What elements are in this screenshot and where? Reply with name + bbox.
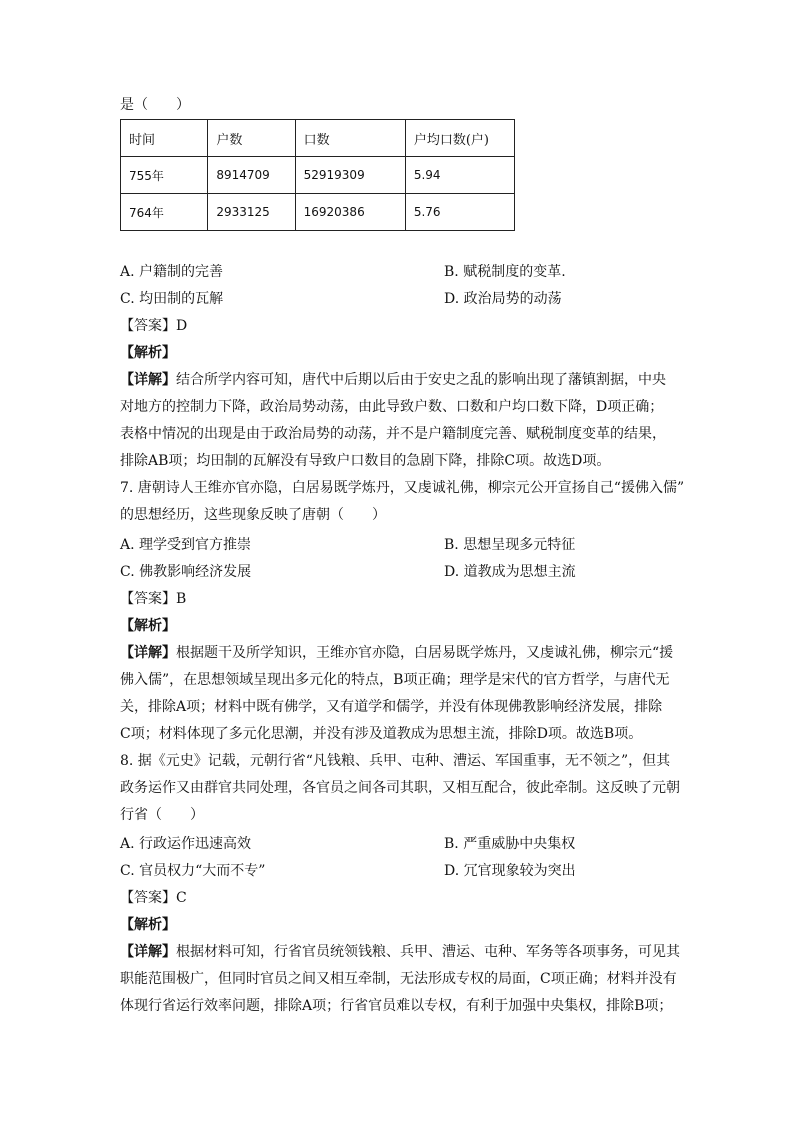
- table-header-cell: 户均口数(户): [405, 120, 514, 157]
- table-header-cell: 口数: [295, 120, 405, 157]
- q7-answer: 【答案】B: [120, 591, 187, 607]
- q7-detail-line: [120, 643, 673, 663]
- q8-stem-line: 行省（ ）: [120, 807, 204, 823]
- q6-detail-line: [120, 370, 666, 390]
- q6-analysis-label: 【解析】: [120, 345, 176, 361]
- q7-option-b: B. 思想呈现多元特征: [444, 537, 576, 553]
- q8-detail-label: 【详解】: [120, 944, 176, 960]
- q6-detail-line: 排除AB项；均田制的瓦解没有导致户口数目的急剧下降，排除C项。故选D项。: [120, 453, 611, 469]
- table-row: [121, 194, 515, 231]
- table-header-row: [121, 120, 515, 157]
- table-cell: 764年: [121, 194, 208, 231]
- q6-option-d: D. 政治局势的动荡: [444, 291, 562, 307]
- table-cell: 5.76: [405, 194, 514, 231]
- q6-detail-label: 【详解】: [120, 372, 176, 388]
- q8-detail-line: 职能范围极广，但同时官员之间又相互牵制，无法形成专权的局面，C项正确；材料并没有: [120, 971, 677, 987]
- q7-option-d: D. 道教成为思想主流: [444, 564, 576, 580]
- q6-option-c: C. 均田制的瓦解: [120, 291, 224, 307]
- q8-detail-line: [120, 942, 680, 962]
- q8-analysis-label: 【解析】: [120, 917, 176, 933]
- table-cell: 755年: [121, 157, 208, 194]
- q8-detail-line: 体现行省运行效率问题，排除A项；行省官员难以专权，有利于加强中央集权，排除B项；: [120, 998, 673, 1014]
- q6-detail-line: 对地方的控制力下降，政治局势动荡，由此导致户数、口数和户均口数下降，D项正确；: [120, 399, 664, 415]
- q7-detail-line: 佛入儒”，在思想领域呈现出多元化的特点，B项正确；理学是宋代的官方哲学，与唐代无: [120, 672, 670, 688]
- q7-detail-text: 根据题干及所学知识，王维亦官亦隐，白居易既学炼丹，又虔诚礼佛，柳宗元“援: [176, 645, 674, 661]
- q8-stem-line: 政务运作又由群官共同处理，各官员之间各司其职，又相互配合，彼此牵制。这反映了元朝: [120, 780, 680, 796]
- population-table: [120, 119, 515, 231]
- table-cell: 8914709: [208, 157, 295, 194]
- table-header-cell: 户数: [208, 120, 295, 157]
- q6-detail-line: 表格中情况的出现是由于政治局势的动荡，并不是户籍制度完善、赋税制度变革的结果，: [120, 426, 666, 442]
- q7-detail-line: C项；材料体现了多元化思潮，并没有涉及道教成为思想主流，排除D项。故选B项。: [120, 726, 643, 742]
- q8-detail-text: 根据材料可知，行省官员统领钱粮、兵甲、漕运、屯种、军务等各项事务，可见其: [176, 944, 680, 960]
- q6-answer: 【答案】D: [120, 318, 188, 334]
- table-cell: 2933125: [208, 194, 295, 231]
- table-header-cell: 时间: [121, 120, 208, 157]
- q7-analysis-label: 【解析】: [120, 618, 176, 634]
- table-cell: 52919309: [295, 157, 405, 194]
- table-row: [121, 157, 515, 194]
- q8-option-b: B. 严重威胁中央集权: [444, 836, 576, 852]
- q7-stem-line: 的思想经历，这些现象反映了唐朝（ ）: [120, 507, 386, 523]
- q8-option-d: D. 冗官现象较为突出: [444, 863, 576, 879]
- q7-option-c: C. 佛教影响经济发展: [120, 564, 252, 580]
- q6-option-b: B. 赋税制度的变革.: [444, 264, 566, 280]
- q8-option-a: A. 行政运作迅速高效: [120, 836, 252, 852]
- q8-option-c: C. 官员权力“大而不专”: [120, 863, 266, 879]
- q8-answer: 【答案】C: [120, 890, 187, 906]
- q6-detail-text: 结合所学内容可知，唐代中后期以后由于安史之乱的影响出现了藩镇割据，中央: [176, 372, 666, 388]
- table-cell: 16920386: [295, 194, 405, 231]
- q7-detail-label: 【详解】: [120, 645, 176, 661]
- q8-stem-line: 8. 据《元史》记载，元朝行省“凡钱粮、兵甲、屯种、漕运、军国重事，无不领之”，但其: [120, 753, 671, 769]
- question-6-stem-tail: 是（ ）: [120, 97, 190, 113]
- q7-stem-line: 7. 唐朝诗人王维亦官亦隐，白居易既学炼丹，又虔诚礼佛，柳宗元公开宣扬自己“援佛入儒”: [120, 480, 685, 496]
- q6-option-a: A. 户籍制的完善: [120, 264, 224, 280]
- table-cell: 5.94: [405, 157, 514, 194]
- q7-option-a: A. 理学受到官方推崇: [120, 537, 252, 553]
- q7-detail-line: 关，排除A项；材料中既有佛学，又有道学和儒学，并没有体现佛教影响经济发展，排除: [120, 699, 663, 715]
